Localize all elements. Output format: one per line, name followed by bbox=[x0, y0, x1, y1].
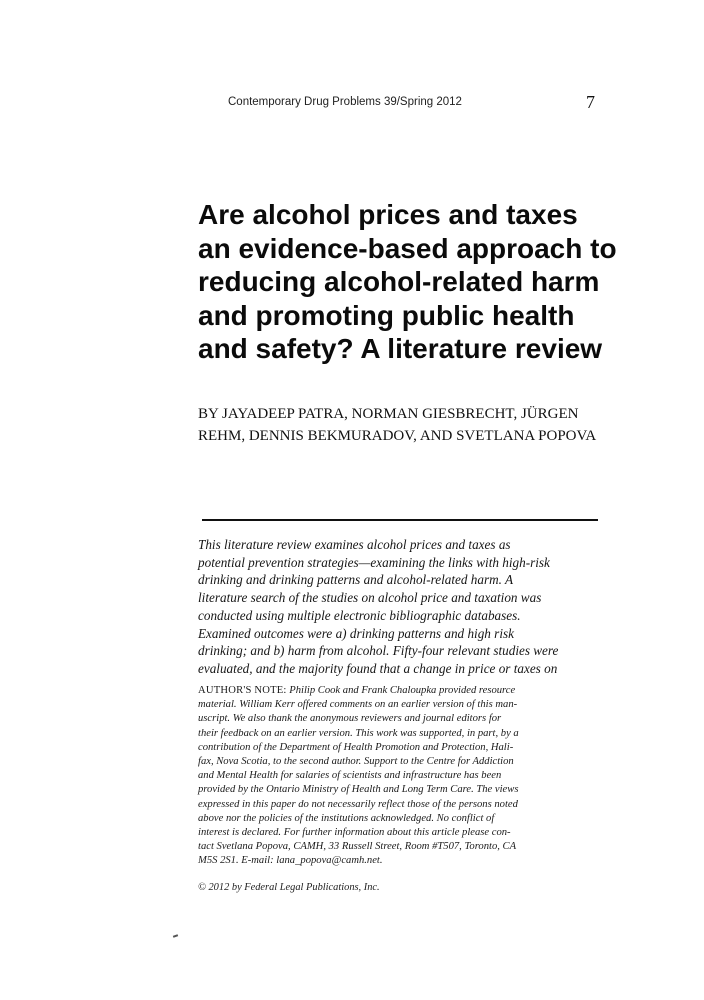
abstract bbox=[198, 536, 608, 678]
divider-rule bbox=[202, 519, 598, 521]
abstract-line: This literature review examines alcohol prices and taxes as bbox=[198, 537, 511, 552]
note-line: fax, Nova Scotia, to the second author. Support to the Centre for Addiction bbox=[198, 756, 514, 768]
abstract-line: conducted using multiple electronic bibliographic databases. bbox=[198, 607, 521, 623]
article-title bbox=[198, 198, 638, 366]
page-number: 7 bbox=[586, 92, 595, 112]
note-line bbox=[198, 684, 608, 698]
scan-speck bbox=[173, 934, 178, 938]
abstract-line: drinking; and b) harm from alcohol. Fifty-four relevant studies were bbox=[198, 643, 559, 659]
copyright-notice: © 2012 by Federal Legal Publications, Inc. bbox=[198, 882, 380, 893]
note-line: their feedback on an earlier version. This work was supported, in part, by a bbox=[198, 727, 519, 739]
abstract-line: potential prevention strategies—examining the links with high-risk bbox=[198, 554, 550, 570]
title-line: Are alcohol prices and taxes bbox=[198, 199, 578, 230]
title-line: and promoting public health bbox=[198, 299, 575, 331]
byline-line: REHM, DENNIS BEKMURADOV, AND SVETLANA POPOVA bbox=[198, 428, 597, 444]
note-label: AUTHOR'S NOTE: bbox=[198, 685, 287, 696]
note-line: and Mental Health for salaries of scientists and infrastructure has been bbox=[198, 770, 502, 782]
note-first-line: Philip Cook and Frank Chaloupka provided resource bbox=[286, 685, 516, 696]
note-line: contribution of the Department of Health Promotion and Protection, Hali- bbox=[198, 741, 514, 753]
note-line: provided by the Ontario Ministry of Health and Long Term Care. The views bbox=[198, 784, 519, 796]
abstract-line: drinking and drinking patterns and alcohol-related harm. A bbox=[198, 572, 514, 588]
title-line: an evidence-based approach to bbox=[198, 232, 617, 264]
running-head: Contemporary Drug Problems 39/Spring 2012 bbox=[228, 96, 462, 108]
authors-note bbox=[198, 684, 608, 869]
author-byline bbox=[198, 403, 638, 447]
title-line: reducing alcohol-related harm bbox=[198, 266, 600, 297]
byline-line: BY JAYADEEP PATRA, NORMAN GIESBRECHT, JÜRGEN bbox=[198, 406, 579, 422]
note-line: uscript. We also thank the anonymous reviewers and journal editors for bbox=[198, 713, 502, 725]
note-line: material. William Kerr offered comments on an earlier version of this man- bbox=[198, 699, 518, 711]
abstract-line: literature search of the studies on alcohol price and taxation was bbox=[198, 590, 542, 606]
note-line: tact Svetlana Popova, CAMH, 33 Russell Street, Room #T507, Toronto, CA bbox=[198, 841, 517, 853]
note-line: M5S 2S1. E-mail: lana_popova@camh.net. bbox=[198, 855, 383, 867]
note-line: expressed in this paper do not necessarily reflect those of the persons noted bbox=[198, 798, 518, 810]
abstract-line: Examined outcomes were a) drinking patterns and high risk bbox=[198, 625, 514, 641]
note-line: interest is declared. For further information about this article please con- bbox=[198, 827, 511, 839]
abstract-line: evaluated, and the majority found that a change in price or taxes on bbox=[198, 660, 558, 676]
title-line: and safety? A literature review bbox=[198, 333, 603, 364]
note-line: above nor the policies of the institutions acknowledged. No conflict of bbox=[198, 812, 495, 824]
